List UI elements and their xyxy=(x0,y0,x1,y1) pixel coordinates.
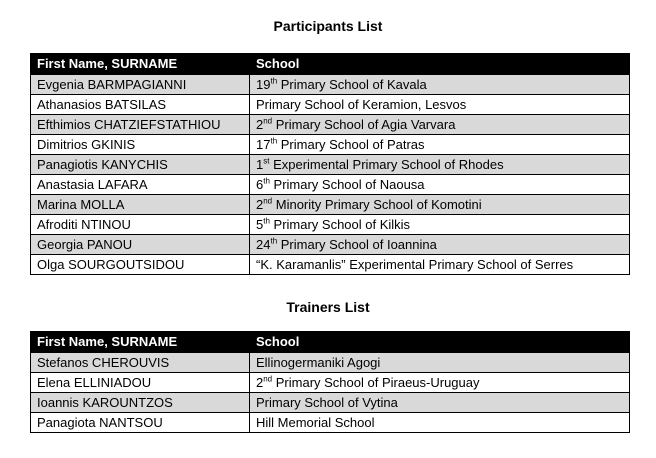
column-header-school: School xyxy=(250,54,630,75)
ordinal-suffix: th xyxy=(270,236,278,246)
name-cell: Marina MOLLA xyxy=(31,195,250,215)
name-cell: Anastasia LAFARA xyxy=(31,175,250,195)
school-text: “K. Karamanlis” Experimental Primary School of Serres xyxy=(256,256,574,272)
school-cell xyxy=(250,235,630,255)
trainers-body xyxy=(31,353,630,433)
table-row xyxy=(31,75,630,95)
school-text: Primary School of Vytina xyxy=(256,394,398,410)
participants-list-title: Participants List xyxy=(273,18,383,34)
school-text-rest: Minority Primary School of Komotini xyxy=(272,196,482,212)
school-text: 6 xyxy=(256,176,264,192)
name-cell: Afroditi NTINOU xyxy=(31,215,250,235)
trainers-header-row xyxy=(31,332,630,353)
school-text: 24 xyxy=(256,236,271,252)
school-cell xyxy=(250,135,630,155)
table-row xyxy=(31,95,630,115)
school-cell xyxy=(250,155,630,175)
trainers-list-title: Trainers List xyxy=(286,299,370,315)
name-cell: Dimitrios GKINIS xyxy=(31,135,250,155)
ordinal-suffix: th xyxy=(263,176,270,186)
table-row xyxy=(31,215,630,235)
ordinal-suffix: nd xyxy=(263,374,273,384)
ordinal-suffix: st xyxy=(263,156,270,166)
table-row xyxy=(31,135,630,155)
table-row xyxy=(31,413,630,433)
school-cell xyxy=(250,393,630,413)
school-cell xyxy=(250,353,630,373)
school-text: 5 xyxy=(256,216,264,232)
school-text: Primary School of Keramion, Lesvos xyxy=(256,96,467,112)
participants-body xyxy=(31,75,630,275)
table-row xyxy=(31,393,630,413)
column-header-name: First Name, SURNAME xyxy=(31,332,250,353)
name-cell: Evgenia BARMPAGIANNI xyxy=(31,75,250,95)
name-cell: Ioannis KAROUNTZOS xyxy=(31,393,250,413)
school-text-rest: Primary School of Kilkis xyxy=(269,216,411,232)
school-cell xyxy=(250,373,630,393)
school-text: 19 xyxy=(256,76,271,92)
name-cell: Efthimios CHATZIEFSTATHIOU xyxy=(31,115,250,135)
participants-table xyxy=(30,53,630,275)
school-text-rest: Primary School of Agia Varvara xyxy=(272,116,456,132)
school-text: 2 xyxy=(256,116,264,132)
school-text-rest: Primary School of Ioannina xyxy=(277,236,437,252)
name-cell: Athanasios BATSILAS xyxy=(31,95,250,115)
name-cell: Stefanos CHEROUVIS xyxy=(31,353,250,373)
school-cell xyxy=(250,195,630,215)
name-cell: Georgia PANOU xyxy=(31,235,250,255)
school-cell xyxy=(250,175,630,195)
table-row xyxy=(31,255,630,275)
school-text: 17 xyxy=(256,136,271,152)
school-text: Ellinogermaniki Agogi xyxy=(256,354,381,370)
school-text-rest: Primary School of Patras xyxy=(277,136,425,152)
school-text: 2 xyxy=(256,374,264,390)
school-cell xyxy=(250,95,630,115)
ordinal-suffix: th xyxy=(270,76,278,86)
table-row xyxy=(31,353,630,373)
school-text: 2 xyxy=(256,196,264,212)
table-row xyxy=(31,115,630,135)
school-cell xyxy=(250,413,630,433)
school-text-rest: Primary School of Naousa xyxy=(269,176,425,192)
school-text-rest: Primary School of Kavala xyxy=(277,76,427,92)
ordinal-suffix: nd xyxy=(263,196,273,206)
ordinal-suffix: nd xyxy=(263,116,273,126)
name-cell: Elena ELLINIADOU xyxy=(31,373,250,393)
school-text-rest: Primary School of Piraeus-Uruguay xyxy=(272,374,480,390)
school-cell xyxy=(250,215,630,235)
trainers-table xyxy=(30,331,630,433)
participants-header-row xyxy=(31,54,630,75)
column-header-name: First Name, SURNAME xyxy=(31,54,250,75)
school-text: 1 xyxy=(256,156,264,172)
column-header-school: School xyxy=(250,332,630,353)
school-cell xyxy=(250,255,630,275)
table-row xyxy=(31,235,630,255)
table-row xyxy=(31,373,630,393)
name-cell: Olga SOURGOUTSIDOU xyxy=(31,255,250,275)
table-row xyxy=(31,155,630,175)
ordinal-suffix: th xyxy=(263,216,270,226)
table-row xyxy=(31,195,630,215)
school-text: Hill Memorial School xyxy=(256,414,375,430)
school-cell xyxy=(250,115,630,135)
school-text-rest: Experimental Primary School of Rhodes xyxy=(269,156,504,172)
ordinal-suffix: th xyxy=(270,136,278,146)
name-cell: Panagiota NANTSOU xyxy=(31,413,250,433)
name-cell: Panagiotis KANYCHIS xyxy=(31,155,250,175)
school-cell xyxy=(250,75,630,95)
table-row xyxy=(31,175,630,195)
